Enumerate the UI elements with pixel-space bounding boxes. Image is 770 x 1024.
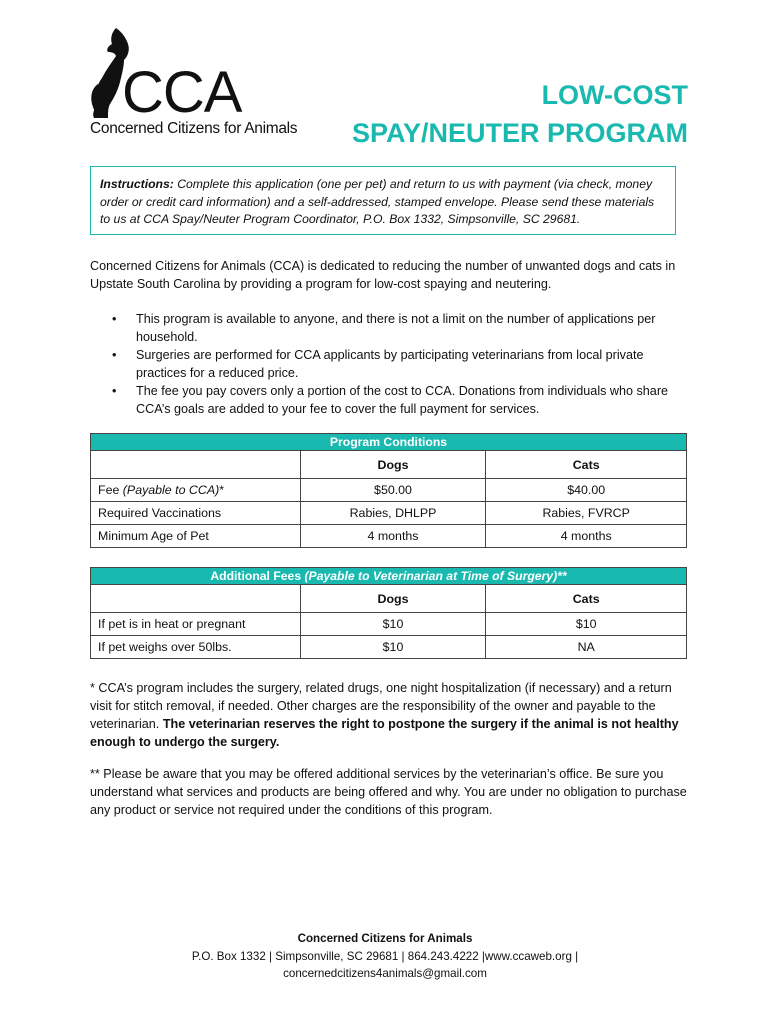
dogs-value: Rabies, DHLPP [300, 502, 486, 525]
footer-org: Concerned Citizens for Animals [297, 932, 473, 945]
intro-paragraph: Concerned Citizens for Animals (CCA) is dedicated to reducing the number of unwanted dogs and cats in Upstate South Carolina by providing a program for low-cost spaying and neutering. [90, 259, 676, 291]
column-header-dogs: Dogs [300, 585, 486, 613]
cats-value: 4 months [486, 525, 687, 548]
program-bullets [90, 310, 680, 418]
table-row [91, 525, 687, 548]
cca-logo [88, 26, 298, 138]
dogs-value: $10 [300, 636, 486, 659]
table-row [91, 502, 687, 525]
row-label: Required Vaccinations [91, 502, 301, 525]
cats-value: $40.00 [486, 479, 687, 502]
list-item: • Surgeries are performed for CCA applicants by participating veterinarians from local private practices for a reduced price. [90, 346, 680, 382]
dogs-value: 4 months [300, 525, 486, 548]
footer-email: concernedcitizens4animals@gmail.com [283, 967, 487, 980]
column-header-cats: Cats [486, 451, 687, 479]
footnote-double-star: ** Please be aware that you may be offered additional services by the veterinarian’s office. Be sure you understand what services and products are being offered and why. You are under no obligation to purchase any product or service not required under the conditions of this program. [90, 767, 687, 817]
row-label: Fee (Payable to CCA)* [91, 479, 301, 502]
page-footer [0, 930, 770, 983]
table-row [91, 613, 687, 636]
table-cell [91, 585, 301, 613]
list-item: • The fee you pay covers only a portion of the cost to CCA. Donations from individuals who share CCA’s goals are added to your fee to cover the full payment for services. [90, 382, 680, 418]
list-item: • This program is available to anyone, and there is not a limit on the number of applications per household. [90, 310, 680, 346]
page-title-line1: LOW-COST [541, 80, 688, 110]
logo-org-name: Concerned Citizens for Animals [90, 120, 298, 137]
instructions-text: Complete this application (one per pet) and return to us with payment (via check, money order or credit card information) and a self-addressed, stamped envelope. Please send these materials to us at CCA Spay/Neuter Program Coordinator, P.O. Box 1332, Simpsonville, SC 29681. [100, 177, 655, 226]
table-row [91, 636, 687, 659]
additional-fees-table [90, 567, 687, 659]
instructions-box [90, 166, 676, 235]
row-label: If pet is in heat or pregnant [91, 613, 301, 636]
instructions-label: Instructions: [100, 177, 174, 191]
table-cell [91, 451, 301, 479]
footnote-single-star: * CCA’s program includes the surgery, related drugs, one night hospitalization (if necessary) and a return visit for stitch removal, if needed. Other charges are the responsibility of the owner and payable to the veterinarian. The veterinarian reserves the right to postpone the surgery if the animal is not healthy enough to undergo the surgery. [90, 681, 679, 749]
cats-value: NA [486, 636, 687, 659]
row-label: If pet weighs over 50lbs. [91, 636, 301, 659]
cats-value: Rabies, FVRCP [486, 502, 687, 525]
column-header-dogs: Dogs [300, 451, 486, 479]
footer-address: P.O. Box 1332 | Simpsonville, SC 29681 | 864.243.4222 |www.ccaweb.org | [191, 949, 579, 963]
column-header-cats: Cats [486, 585, 687, 613]
page-title-line2: SPAY/NEUTER PROGRAM [351, 118, 688, 148]
program-conditions-table [90, 433, 687, 548]
table-header: Additional Fees (Payable to Veterinarian at Time of Surgery)** [91, 568, 687, 585]
dogs-value: $50.00 [300, 479, 486, 502]
logo-letters: CCA [122, 60, 242, 125]
dogs-value: $10 [300, 613, 486, 636]
row-label: Minimum Age of Pet [91, 525, 301, 548]
cats-value: $10 [486, 613, 687, 636]
table-row [91, 479, 687, 502]
table-header: Program Conditions [91, 434, 687, 451]
